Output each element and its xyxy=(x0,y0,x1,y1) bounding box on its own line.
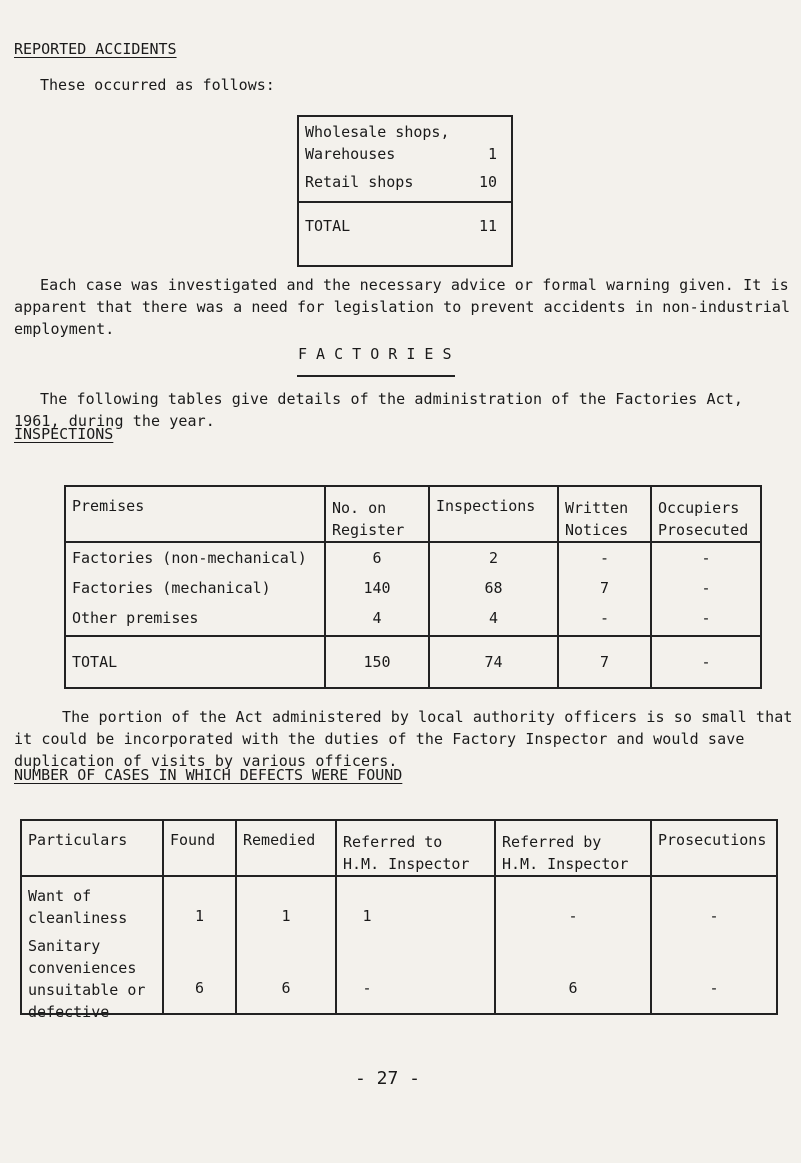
accidents-row-value: 1 xyxy=(487,145,497,163)
accidents-row-value: 10 xyxy=(478,173,497,191)
table-cell: Other premises xyxy=(72,609,199,627)
accidents-row-label: Retail shops xyxy=(305,173,414,191)
table-cell: 68 xyxy=(484,579,503,597)
total-label: TOTAL xyxy=(72,653,118,671)
table-cell: - xyxy=(709,979,719,997)
row-divider xyxy=(22,875,776,877)
row-divider xyxy=(66,635,760,637)
table-cell: Want of cleanliness xyxy=(28,887,128,927)
table-cell: - xyxy=(701,579,711,597)
inspections-heading: INSPECTIONS xyxy=(14,425,114,443)
table-cell: 140 xyxy=(363,579,391,597)
table-cell: - xyxy=(701,609,711,627)
total-cell: 7 xyxy=(599,653,610,671)
divider xyxy=(299,201,511,203)
table-cell: 6 xyxy=(281,979,291,997)
table-cell: 6 xyxy=(372,549,382,567)
accidents-total-label: TOTAL xyxy=(305,217,351,235)
table-cell: - xyxy=(599,609,610,627)
total-cell: - xyxy=(701,653,711,671)
row-divider xyxy=(66,541,760,543)
accidents-total-value: 11 xyxy=(478,217,497,235)
header-no-on-register: No. on Register xyxy=(332,499,405,539)
header-prosecutions: Prosecutions xyxy=(658,831,767,849)
table-cell: Factories (non-mechanical) xyxy=(72,549,307,567)
table-cell: 2 xyxy=(488,549,499,567)
header-premises: Premises xyxy=(72,497,145,515)
accidents-row-label: Wholesale shops, xyxy=(305,123,450,141)
total-cell: 74 xyxy=(484,653,503,671)
header-particulars: Particulars xyxy=(28,831,128,849)
accidents-row-label: Warehouses xyxy=(305,145,396,163)
header-written-notices: Written Notices xyxy=(565,499,629,539)
paragraph-factories-act: The following tables give details of the administration of the Factories Act, 1961, during the year. xyxy=(14,390,744,430)
table-cell: 6 xyxy=(568,979,578,997)
defects-heading: NUMBER OF CASES IN WHICH DEFECTS WERE FOUND xyxy=(14,766,403,784)
section-heading-reported-accidents: REPORTED ACCIDENTS xyxy=(14,40,177,58)
table-cell: - xyxy=(599,549,610,567)
accidents-table xyxy=(297,115,513,267)
table-cell: 4 xyxy=(488,609,499,627)
defects-table xyxy=(20,819,778,1021)
table-cell: - xyxy=(568,907,578,925)
header-occupiers-prosecuted: Occupiers Prosecuted xyxy=(658,499,749,539)
paragraph-local-authority: The portion of the Act administered by local authority officers is so small that it could be incorporated with the duties of the Factory Inspector and would save duplication of visits by various officers. xyxy=(14,708,793,770)
intro-text: These occurred as follows: xyxy=(40,76,275,94)
table-cell: Factories (mechanical) xyxy=(72,579,271,597)
table-cell: - xyxy=(362,979,372,997)
factories-heading: F A C T O R I E S xyxy=(298,345,452,363)
table-cell: 4 xyxy=(372,609,382,627)
factories-heading-rule xyxy=(297,375,455,377)
table-cell: - xyxy=(701,549,711,567)
header-remedied: Remedied xyxy=(243,831,316,849)
table-cell: 7 xyxy=(599,579,610,597)
header-referred-by: Referred by H.M. Inspector xyxy=(502,833,629,873)
table-cell: - xyxy=(709,907,719,925)
inspections-table xyxy=(64,485,762,689)
total-cell: 150 xyxy=(363,653,391,671)
page-number: - 27 - xyxy=(355,1068,421,1089)
table-cell: 6 xyxy=(194,979,205,997)
header-referred-to: Referred to H.M. Inspector xyxy=(343,833,470,873)
table-cell: 1 xyxy=(362,907,372,925)
table-cell: 1 xyxy=(281,907,291,925)
table-cell: 1 xyxy=(194,907,205,925)
header-found: Found xyxy=(170,831,216,849)
table-cell: Sanitary conveniences unsuitable or defective xyxy=(28,937,146,1021)
paragraph-investigation: Each case was investigated and the necessary advice or formal warning given. It is apparent that there was a need for legislation to prevent accidents in non-industrial employment. xyxy=(14,276,791,338)
header-inspections: Inspections xyxy=(436,497,536,515)
